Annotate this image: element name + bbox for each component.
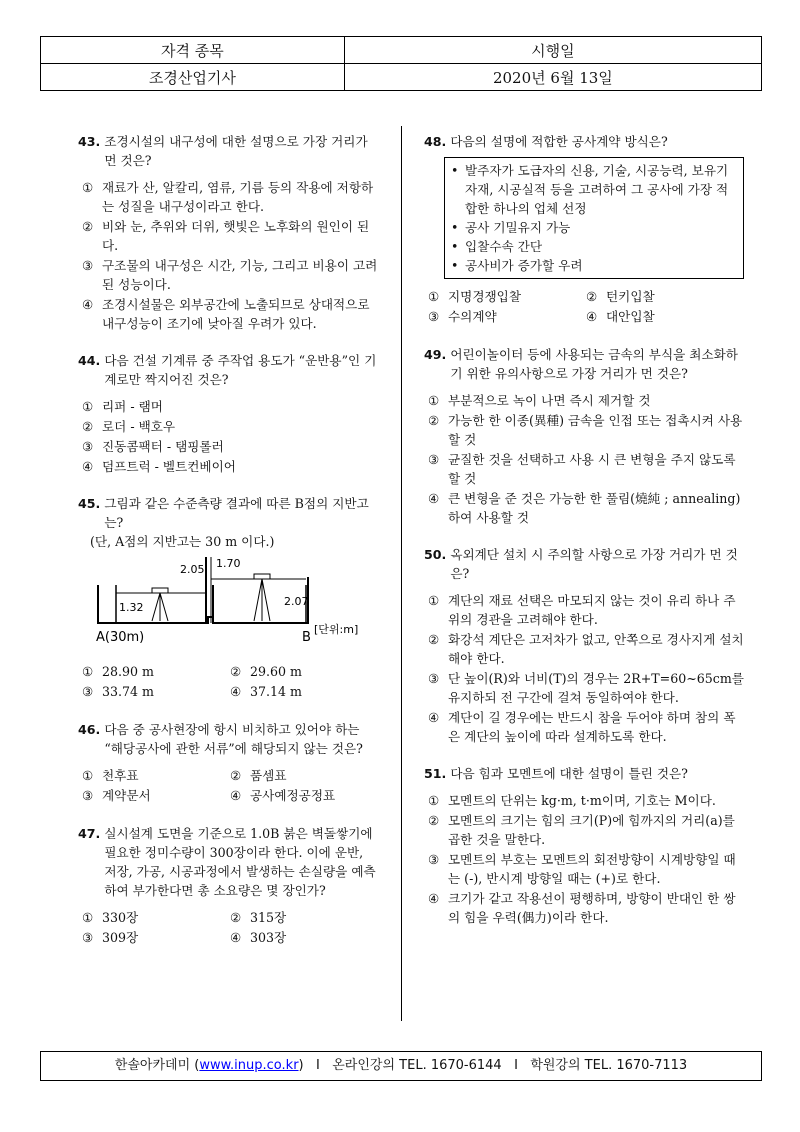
- option-2[interactable]: ② 화강석 계단은 고저차가 없고, 안쪽으로 경사지게 설치해야 한다.: [428, 632, 744, 666]
- level-instrument-1: [152, 588, 168, 593]
- bullet-icon: •: [451, 163, 459, 178]
- option-4[interactable]: ④ 303장: [230, 930, 287, 945]
- option-1[interactable]: ① 계단의 재료 선택은 마모되지 않는 것이 유리 하나 주위의 경관을 고려해야 한다.: [428, 593, 736, 627]
- right-column: [424, 132, 744, 945]
- question-text: 다음 힘과 모멘트에 대한 설명이 틀린 것은?: [450, 766, 688, 781]
- question-text: 다음 건설 기계류 중 주작업 용도가 “운반용”인 기계로만 짝지어진 것은?: [104, 353, 377, 387]
- option-list: [78, 178, 378, 333]
- level-instrument-2: [254, 574, 270, 579]
- option-2[interactable]: ② 턴키입찰: [586, 289, 655, 304]
- option-3[interactable]: ③ 구조물의 내구성은 시간, 기능, 그리고 비용이 고려된 성능이다.: [82, 258, 378, 292]
- question-number: 50.: [424, 547, 447, 562]
- header-subject-label: 자격 종목: [41, 37, 345, 64]
- point-a-label: A(30m): [96, 630, 145, 645]
- question-note: (단, A점의 지반고는 30 m 이다.): [90, 534, 275, 549]
- option-3[interactable]: ③ 33.74 m: [82, 684, 154, 699]
- option-1[interactable]: ① 모멘트의 단위는 kg·m, t·m이며, 기호는 M이다.: [428, 793, 716, 808]
- point-b-label: B: [302, 630, 311, 645]
- option-1[interactable]: ① 재료가 산, 알칼리, 염류, 기름 등의 작용에 저항하는 성질을 내구성이라고 한다.: [82, 180, 374, 214]
- option-list: [424, 791, 744, 927]
- question-46: [78, 720, 378, 806]
- option-4[interactable]: ④ 덤프트럭 - 벨트컨베이어: [82, 459, 236, 474]
- question-number: 51.: [424, 766, 447, 781]
- option-list: [78, 397, 378, 476]
- bullet-icon: •: [451, 239, 459, 254]
- column-divider: [401, 126, 402, 1021]
- option-2[interactable]: ② 29.60 m: [230, 664, 302, 679]
- reading-1-32: 1.32: [119, 601, 144, 614]
- box-item: • 발주자가 도급자의 신용, 기술, 시공능력, 보유기자재, 시공실적 등을 고려하여 그 공사에 가장 적합한 하나의 업체 선정: [451, 163, 729, 216]
- question-51: [424, 764, 744, 927]
- option-3[interactable]: ③ 균질한 것을 선택하고 사용 시 큰 변형을 주지 않도록 할 것: [428, 452, 736, 486]
- footer-academy: 한솔아카데미 (: [114, 1058, 200, 1073]
- bullet-icon: •: [451, 258, 459, 273]
- option-2[interactable]: ② 로더 - 백호우: [82, 419, 176, 434]
- question-text: 다음 중 공사현장에 항시 비치하고 있어야 하는 “해당공사에 관한 서류”에 해당되지 않는 것은?: [104, 722, 363, 756]
- option-1[interactable]: ① 천후표: [82, 768, 139, 783]
- footer-website-link[interactable]: www.inup.co.kr: [199, 1058, 299, 1073]
- option-1[interactable]: ① 28.90 m: [82, 664, 154, 679]
- reading-2-05: 2.05: [180, 563, 205, 576]
- option-1[interactable]: ① 330장: [82, 910, 139, 925]
- header-date: 2020년 6월 13일: [344, 64, 761, 91]
- option-3[interactable]: ③ 단 높이(R)와 너비(T)의 경우는 2R+T=60~65cm를 유지하되 전 구간에 걸쳐 동일하여야 한다.: [428, 671, 744, 705]
- footer-bar: [40, 1051, 762, 1081]
- option-2[interactable]: ② 모멘트의 크기는 힘의 크기(P)에 힘까지의 거리(a)를 곱한 것을 말한다.: [428, 813, 735, 847]
- question-text: 다음의 설명에 적합한 공사계약 방식은?: [450, 134, 668, 149]
- question-number: 46.: [78, 722, 101, 737]
- option-4[interactable]: ④ 조경시설물은 외부공간에 노출되므로 상대적으로 내구성능이 조기에 낮아질 우려가 있다.: [82, 297, 370, 331]
- reading-1-70: 1.70: [216, 557, 241, 570]
- leveling-figure: [78, 557, 378, 654]
- option-list: [424, 287, 744, 327]
- option-4[interactable]: ④ 대안입찰: [586, 309, 655, 324]
- question-text: 어린이놀이터 등에 사용되는 금속의 부식을 최소화하기 위한 유의사항으로 가장 거리가 먼 것은?: [450, 347, 738, 381]
- question-number: 45.: [78, 496, 101, 511]
- option-3[interactable]: ③ 계약문서: [82, 788, 151, 803]
- option-4[interactable]: ④ 37.14 m: [230, 684, 302, 699]
- question-text: 실시설계 도면을 기준으로 1.0B 붉은 벽돌쌓기에 필요한 정미수량이 300장이라 한다. 이에 운반, 저장, 가공, 시공과정에서 발생하는 손실량을 예측하여 부가한다면 총 소요량은 몇 장인가?: [104, 826, 376, 898]
- ground-line: [98, 577, 308, 623]
- question-44: [78, 351, 378, 476]
- header-table: [40, 36, 762, 91]
- question-number: 49.: [424, 347, 447, 362]
- option-3[interactable]: ③ 수의계약: [428, 309, 497, 324]
- option-list: [78, 908, 378, 948]
- option-list: [78, 662, 378, 702]
- question-number: 44.: [78, 353, 101, 368]
- footer-contact: ) I 온라인강의 TEL. 1670-6144 I 학원강의 TEL. 1670-7113: [298, 1058, 688, 1073]
- question-43: [78, 132, 378, 333]
- option-4[interactable]: ④ 계단이 길 경우에는 반드시 참을 두어야 하며 참의 폭은 계단의 높이에 따라 설계하도록 한다.: [428, 710, 736, 744]
- option-list: [424, 391, 744, 527]
- option-2[interactable]: ② 비와 눈, 추위와 더위, 햇빛은 노후화의 원인이 된다.: [82, 219, 370, 253]
- question-text: 옥외계단 설치 시 주의할 사항으로 가장 거리가 먼 것은?: [450, 547, 738, 581]
- box-item: • 입찰수속 간단: [451, 239, 542, 254]
- description-box: [444, 157, 744, 279]
- question-number: 47.: [78, 826, 101, 841]
- header-date-label: 시행일: [344, 37, 761, 64]
- left-column: [78, 132, 378, 966]
- option-2[interactable]: ② 가능한 한 이종(異種) 금속을 인접 또는 접촉시켜 사용할 것: [428, 413, 743, 447]
- option-list: [78, 766, 378, 806]
- header-subject: 조경산업기사: [41, 64, 345, 91]
- box-item: • 공사비가 증가할 우려: [451, 258, 583, 273]
- option-4[interactable]: ④ 크기가 같고 작용선이 평행하며, 방향이 반대인 한 쌍의 힘을 우력(偶力)이라 한다.: [428, 891, 736, 925]
- box-item: • 공사 기밀유지 가능: [451, 220, 571, 235]
- bullet-icon: •: [451, 220, 459, 235]
- reading-2-07: 2.07: [284, 595, 309, 608]
- question-47: [78, 824, 378, 948]
- question-text: 그림과 같은 수준측량 결과에 따른 B점의 지반고는?: [104, 496, 369, 530]
- option-1[interactable]: ① 리퍼 - 램머: [82, 399, 163, 414]
- question-text: 조경시설의 내구성에 대한 설명으로 가장 거리가 먼 것은?: [104, 134, 368, 168]
- question-45: [78, 494, 378, 702]
- option-3[interactable]: ③ 모멘트의 부호는 모멘트의 회전방향이 시계방향일 때는 (-), 반시계 방향일 때는 (+)로 한다.: [428, 852, 736, 886]
- option-3[interactable]: ③ 309장: [82, 930, 139, 945]
- question-49: [424, 345, 744, 527]
- question-number: 48.: [424, 134, 447, 149]
- leveling-diagram: [78, 557, 368, 649]
- option-1[interactable]: ① 부분적으로 녹이 나면 즉시 제거할 것: [428, 393, 651, 408]
- option-4[interactable]: ④ 공사예정공정표: [230, 788, 336, 803]
- question-number: 43.: [78, 134, 101, 149]
- option-1[interactable]: ① 지명경쟁입찰: [428, 289, 521, 304]
- option-2[interactable]: ② 품셈표: [230, 768, 287, 783]
- option-3[interactable]: ③ 진동콤팩터 - 탬핑롤러: [82, 439, 224, 454]
- option-4[interactable]: ④ 큰 변형을 준 것은 가능한 한 풀림(燒純 ; annealing)하여 사용할 것: [428, 491, 741, 525]
- unit-label: [단위:m]: [314, 623, 359, 636]
- option-list: [424, 591, 744, 746]
- question-50: [424, 545, 744, 746]
- question-48: [424, 132, 744, 327]
- option-2[interactable]: ② 315장: [230, 910, 287, 925]
